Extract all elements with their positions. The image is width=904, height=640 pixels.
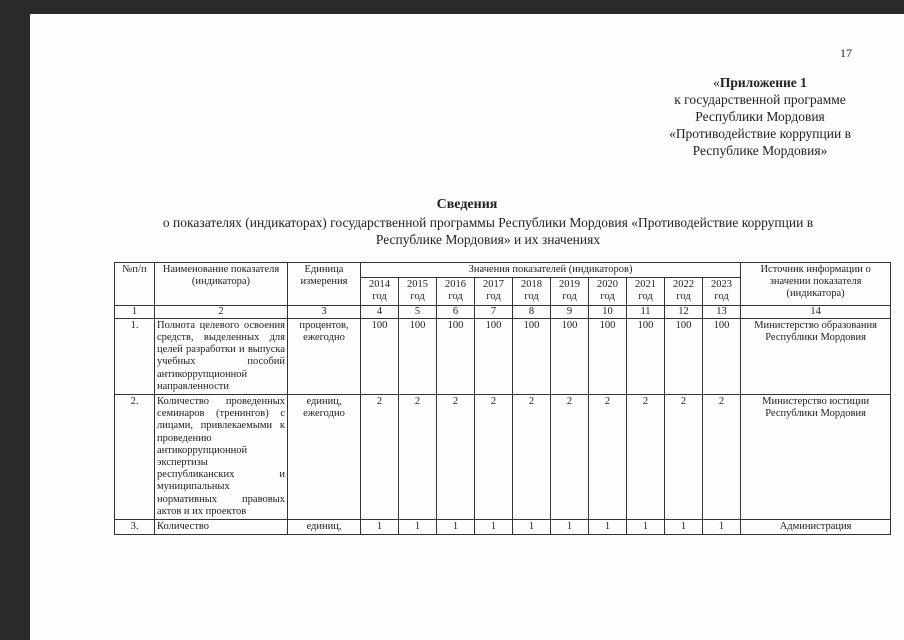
column-index: 3 — [288, 305, 361, 318]
row-value: 1 — [475, 520, 513, 535]
table-row — [115, 395, 891, 520]
column-index: 12 — [665, 305, 703, 318]
column-index: 7 — [475, 305, 513, 318]
row-value: 100 — [589, 318, 627, 394]
row-num: 3. — [115, 520, 155, 535]
row-num: 2. — [115, 395, 155, 520]
document-subtitle — [118, 214, 858, 248]
header-year: 2023 год — [703, 278, 741, 305]
appendix-line: Республики Мордовия — [695, 109, 825, 124]
row-name: Полнота целевого освоения средств, выделенных для целей разработки и выпуска учебных пособий антикоррупционной направленности — [155, 318, 288, 394]
column-index: 10 — [589, 305, 627, 318]
row-name: Количество проведенных семинаров (тренингов) с лицами, привлекаемыми к проведению антикоррупционной экспертизы республиканских и муниципальных нормативных правовых актов и их проектов — [155, 395, 288, 520]
row-value: 2 — [703, 395, 741, 520]
appendix-quote: « — [713, 75, 720, 90]
header-year: 2020 год — [589, 278, 627, 305]
indicators-table — [114, 262, 891, 535]
row-source: Администрация — [741, 520, 891, 535]
header-year: 2018 год — [513, 278, 551, 305]
header-values: Значения показателей (индикаторов) — [361, 263, 741, 278]
row-name: Количество — [155, 520, 288, 535]
appendix-line: Республике Мордовия» — [692, 143, 828, 158]
appendix-title: Приложение 1 — [719, 75, 807, 90]
row-value: 1 — [589, 520, 627, 535]
header-year: 2016 год — [437, 278, 475, 305]
row-unit: процентов, ежегодно — [288, 318, 361, 394]
subtitle-line: о показателях (индикаторах) государственной программы Республики Мордовия «Противодействие коррупции в — [162, 215, 814, 230]
header-year: 2022 год — [665, 278, 703, 305]
document-page — [30, 14, 904, 640]
column-index: 9 — [551, 305, 589, 318]
document-title: Сведения — [436, 197, 498, 212]
row-source: Министерство юстиции Республики Мордовия — [741, 395, 891, 520]
row-value: 1 — [703, 520, 741, 535]
appendix-header — [610, 74, 904, 159]
header-year: 2021 год — [627, 278, 665, 305]
row-value: 100 — [513, 318, 551, 394]
column-index: 14 — [741, 305, 891, 318]
row-num: 1. — [115, 318, 155, 394]
row-value: 2 — [665, 395, 703, 520]
header-year: 2019 год — [551, 278, 589, 305]
row-value: 2 — [475, 395, 513, 520]
row-value: 2 — [513, 395, 551, 520]
row-value: 2 — [589, 395, 627, 520]
column-index: 8 — [513, 305, 551, 318]
row-value: 2 — [437, 395, 475, 520]
row-unit: единиц, — [288, 520, 361, 535]
row-value: 100 — [551, 318, 589, 394]
column-index: 2 — [155, 305, 288, 318]
row-value: 100 — [475, 318, 513, 394]
column-index: 1 — [115, 305, 155, 318]
column-index: 11 — [627, 305, 665, 318]
table-row — [115, 318, 891, 394]
row-value: 1 — [551, 520, 589, 535]
column-index: 5 — [399, 305, 437, 318]
column-index: 4 — [361, 305, 399, 318]
row-source: Министерство образования Республики Мордовия — [741, 318, 891, 394]
row-value: 1 — [361, 520, 399, 535]
subtitle-line: Республике Мордовия» и их значениях — [375, 232, 601, 247]
row-value: 100 — [665, 318, 703, 394]
header-year: 2015 год — [399, 278, 437, 305]
header-unit: Единица измерения — [288, 263, 361, 306]
row-value: 1 — [513, 520, 551, 535]
column-index: 13 — [703, 305, 741, 318]
table-row — [115, 520, 891, 535]
row-value: 1 — [437, 520, 475, 535]
row-value: 1 — [399, 520, 437, 535]
row-value: 100 — [399, 318, 437, 394]
header-year: 2014 год — [361, 278, 399, 305]
header-year: 2017 год — [475, 278, 513, 305]
appendix-line: к государственной программе — [674, 92, 846, 107]
header-source: Источник информации о значении показателя (индикатора) — [741, 263, 891, 306]
row-value: 1 — [665, 520, 703, 535]
header-num: №п/п — [115, 263, 155, 306]
row-value: 100 — [627, 318, 665, 394]
row-value: 2 — [627, 395, 665, 520]
row-value: 100 — [361, 318, 399, 394]
row-value: 1 — [627, 520, 665, 535]
row-value: 2 — [551, 395, 589, 520]
page-number: 17 — [840, 46, 852, 60]
column-index: 6 — [437, 305, 475, 318]
row-value: 100 — [437, 318, 475, 394]
appendix-line: «Противодействие коррупции в — [669, 126, 851, 141]
row-value: 100 — [703, 318, 741, 394]
header-name: Наименование показателя (индикатора) — [155, 263, 288, 306]
row-value: 2 — [399, 395, 437, 520]
row-value: 2 — [361, 395, 399, 520]
row-unit: единиц, ежегодно — [288, 395, 361, 520]
